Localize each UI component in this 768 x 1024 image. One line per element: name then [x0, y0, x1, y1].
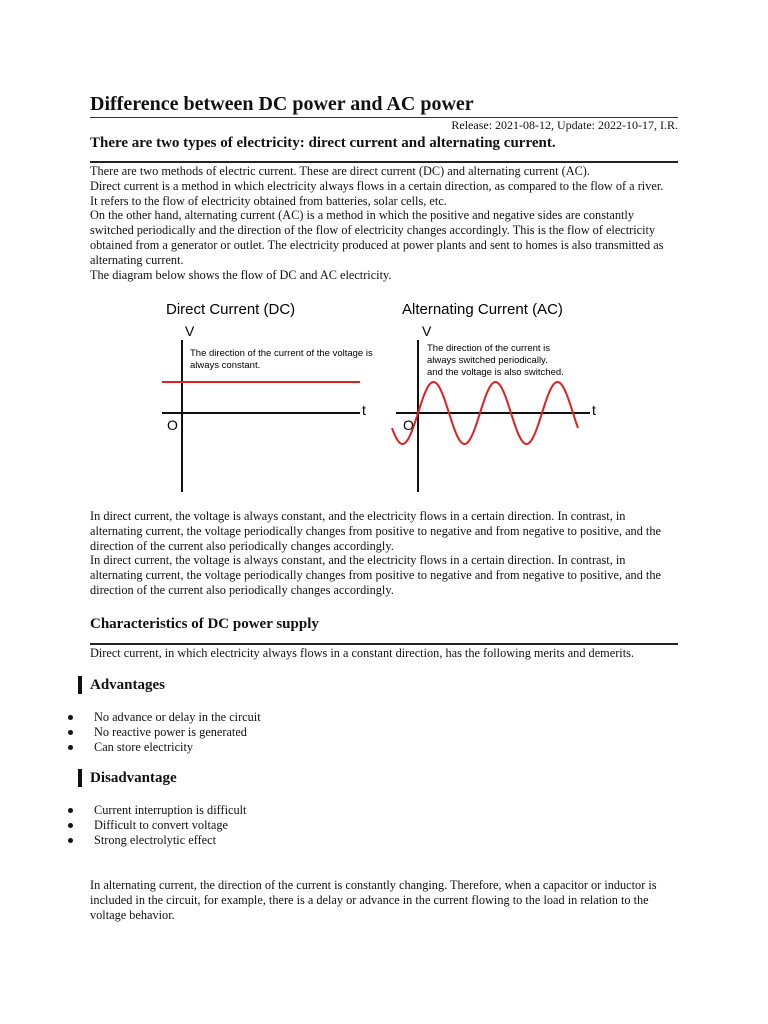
text-line: alternating current. [90, 252, 184, 267]
text-line: In direct current, the voltage is always constant, and the electricity flows in a certain direction. In contrast, in [90, 553, 626, 568]
list-item: Can store electricity [94, 740, 261, 755]
text-line: voltage behavior. [90, 907, 175, 922]
disadvantage-heading: Disadvantage [78, 769, 177, 787]
list-item: Current interruption is difficult [94, 803, 247, 817]
dc-origin-label: O [167, 417, 178, 433]
ac-panel [392, 301, 596, 492]
ac-note-line: and the voltage is also switched. [427, 367, 564, 378]
dc-title: Direct Current (DC) [166, 301, 296, 318]
advantages-heading: Advantages [78, 676, 165, 694]
comparison-paragraph [90, 509, 678, 598]
dc-x-axis-label: t [362, 402, 366, 418]
ac-y-axis-label: V [422, 323, 432, 339]
dc-note-line: always constant. [190, 360, 261, 371]
section-heading: There are two types of electricity: direct current and alternating current. [90, 133, 678, 163]
text-line: direction of the current also periodically changes accordingly. [90, 538, 394, 553]
dc-panel [162, 301, 373, 492]
dc-characteristics-heading: Characteristics of DC power supply [90, 614, 678, 645]
list-item: No advance or delay in the circuit [94, 710, 261, 724]
ac-origin-label: O [403, 417, 414, 433]
dc-y-axis-label: V [185, 323, 195, 339]
ac-note-line: always switched periodically. [427, 355, 548, 366]
text-line: alternating current, the voltage periodically changes from positive to negative and from negative to positive, and the [90, 568, 661, 583]
ac-note-line: The direction of the current is [427, 343, 551, 354]
dc-ac-diagram [160, 296, 620, 496]
text-line: Direct current is a method in which electricity always flows in a certain direction, as compared to the flow of a river. [90, 178, 664, 193]
release-date: Release: 2021-08-12, Update: 2022-10-17, I.R. [451, 118, 678, 132]
ac-title: Alternating Current (AC) [402, 301, 563, 318]
dc-note-line: The direction of the current of the voltage is [190, 348, 373, 359]
text-line: switched periodically and the direction of the flow of electricity changes accordingly. This is the flow of electricity [90, 223, 656, 238]
text-line: direction of the current also periodically changes accordingly. [90, 582, 394, 597]
text-line: included in the circuit, for example, there is a delay or advance in the current flowing to the load in relation to the [90, 892, 649, 907]
text-line: obtained from a generator or outlet. The electricity produced at power plants and sent to homes is also transmitted as [90, 237, 664, 252]
text-line: There are two methods of electric current. These are direct current (DC) and alternating current (AC). [90, 164, 590, 178]
text-line: In direct current, the voltage is always constant, and the electricity flows in a certain direction. In contrast, in [90, 509, 626, 523]
ac-x-axis-label: t [592, 402, 596, 418]
text-line: alternating current, the voltage periodically changes from positive to negative and from negative to positive, and the [90, 523, 661, 538]
disadvantages-list [94, 803, 246, 848]
text-line: In alternating current, the direction of the current is constantly changing. Therefore, when a capacitor or inductor is [90, 878, 657, 892]
dc-intro-paragraph: Direct current, in which electricity always flows in a constant direction, has the following merits and demerits. [90, 646, 634, 660]
list-item: Difficult to convert voltage [94, 818, 246, 833]
text-line: The diagram below shows the flow of DC and AC electricity. [90, 267, 392, 282]
advantages-list [94, 710, 261, 755]
page-title: Difference between DC power and AC power [90, 92, 678, 118]
list-item: No reactive power is generated [94, 725, 261, 740]
ac-paragraph [90, 878, 678, 922]
intro-paragraph [90, 164, 678, 282]
list-item: Strong electrolytic effect [94, 833, 246, 848]
text-line: It refers to the flow of electricity obtained from batteries, solar cells, etc. [90, 193, 447, 208]
text-line: On the other hand, alternating current (AC) is a method in which the positive and negative sides are constantly [90, 208, 634, 223]
